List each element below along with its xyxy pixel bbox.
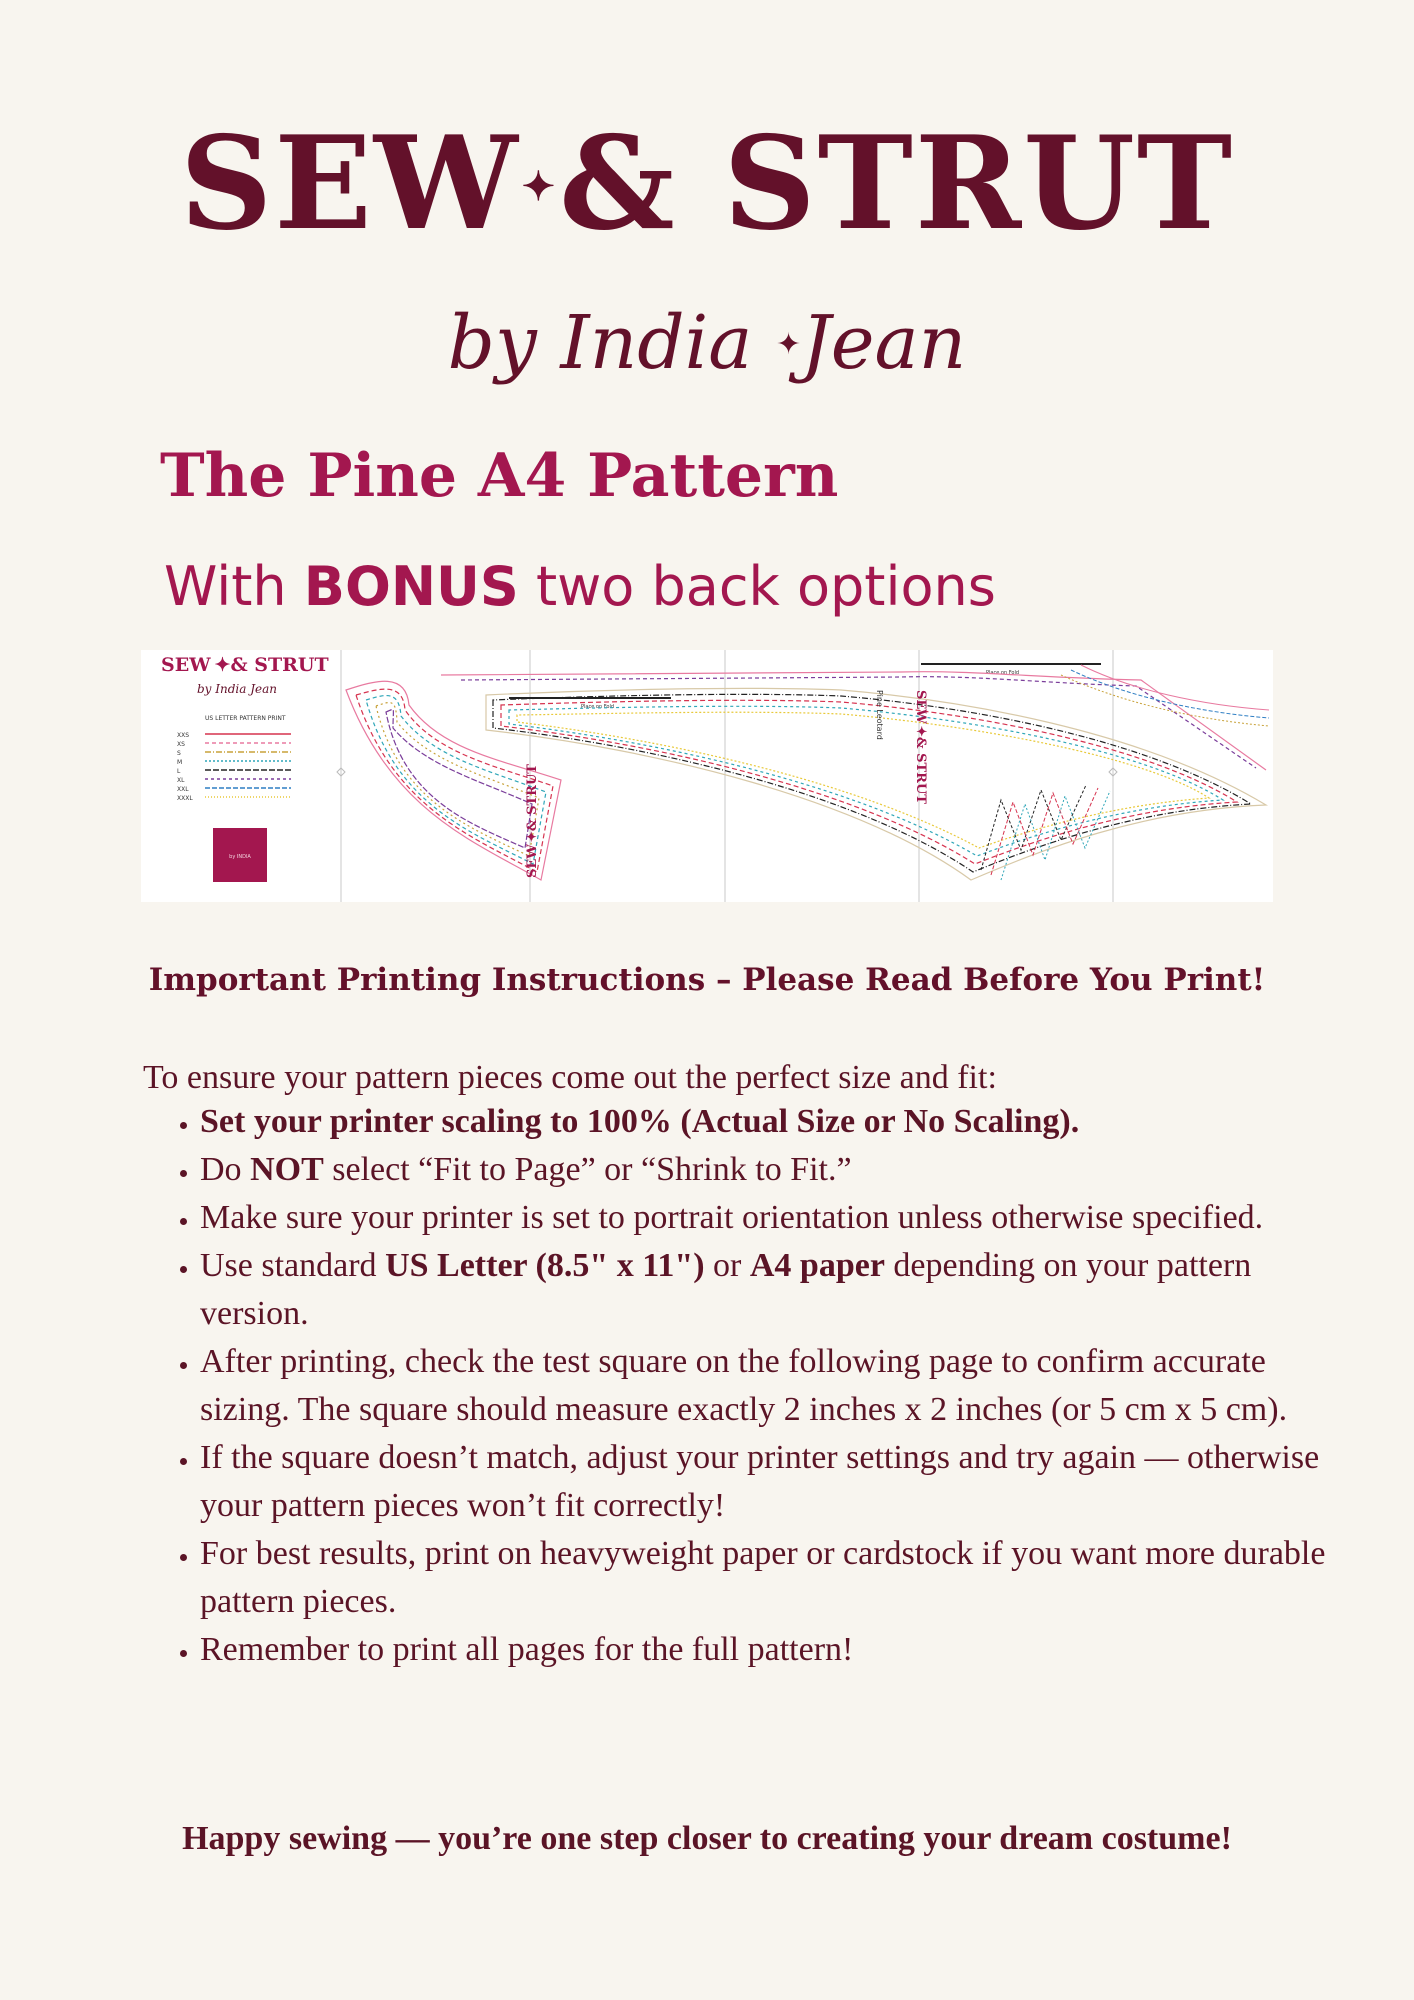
list-item: • Use standard US Letter (8.5" x 11") or A4 paper depending on your pattern version. <box>200 1242 1340 1338</box>
list-item <box>200 1194 1340 1242</box>
byline-name: Jean <box>801 300 967 386</box>
pattern-piece-back <box>981 665 1269 880</box>
pattern-preview-graphic <box>141 650 1273 902</box>
size-label: XL <box>177 777 185 784</box>
list-item <box>200 1338 1340 1434</box>
brand-byline <box>0 300 1414 386</box>
instructions-list <box>143 1098 1340 1674</box>
size-label: M <box>177 759 183 766</box>
size-label: XS <box>177 741 185 748</box>
closing-message: Happy sewing — you’re one step closer to creating your dream costume! <box>182 1820 1232 1857</box>
instruction-paper: For best results, print on heavyweight paper or cardstock if you want more durable pattern pieces. <box>200 1535 1326 1620</box>
preview-byline: by India Jean <box>197 682 278 696</box>
subtitle-bonus: BONUS <box>303 555 519 618</box>
preview-box-label: by INDIA <box>229 854 251 860</box>
preview-rotated-brand-2: SEW✦& STRUT <box>913 690 928 804</box>
preview-fold-label-2: Place on Fold <box>986 670 1020 676</box>
brand-logo <box>0 109 1414 259</box>
instruction-a4: A4 paper <box>749 1247 885 1284</box>
size-label: XXL <box>177 786 189 793</box>
preview-piece-name: Pine Leotard <box>875 690 884 740</box>
list-item <box>200 1530 1340 1626</box>
pattern-piece-main <box>441 672 1266 880</box>
list-item: • Do NOT select “Fit to Page” or “Shrink to Fit.” <box>200 1146 1340 1194</box>
preview-rotated-brand: SEW✦& STRUT <box>525 764 540 878</box>
instruction-test-square: After printing, check the test square on the following page to confirm accurate sizing. The square should measure exactly 2 inches x 2 inches (or 5 cm x 5 cm). <box>200 1343 1288 1428</box>
instruction-orientation: Make sure your printer is set to portrait orientation unless otherwise specified. <box>200 1199 1264 1236</box>
sparkle-icon: ✦ <box>521 163 558 210</box>
instruction-adjust: If the square doesn’t match, adjust your printer settings and try again — otherwise your pattern pieces won’t fit correctly! <box>200 1439 1320 1524</box>
list-item <box>200 1434 1340 1530</box>
instructions-intro: To ensure your pattern pieces come out the perfect size and fit: <box>143 1059 997 1096</box>
pattern-preview <box>141 650 1273 902</box>
preview-brand: SEW ✦& STRUT <box>161 654 329 676</box>
instruction-us-letter: US Letter (8.5" x 11") <box>385 1247 705 1284</box>
pattern-title: The Pine A4 Pattern <box>160 441 839 511</box>
instructions-heading: Important Printing Instructions – Please Read Before You Print! <box>148 962 1266 998</box>
size-label: XXXL <box>177 795 193 802</box>
subtitle-pre: With <box>164 555 304 618</box>
subtitle <box>164 555 996 618</box>
instruction-all-pages: Remember to print all pages for the full pattern! <box>200 1631 854 1668</box>
size-label: L <box>177 768 181 775</box>
instruction-not: NOT <box>250 1151 324 1188</box>
list-item <box>200 1626 1340 1674</box>
size-legend <box>177 732 291 802</box>
preview-print-label: US LETTER PATTERN PRINT <box>205 715 286 722</box>
subtitle-post: two back options <box>518 555 996 618</box>
brand-word-strut: & STRUT <box>559 109 1235 259</box>
preview-fold-label: Place on Fold <box>581 704 615 710</box>
size-label: XXS <box>177 732 190 739</box>
instruction-scaling: Set your printer scaling to 100% (Actual Size or No Scaling). <box>200 1103 1080 1140</box>
list-item <box>200 1098 1340 1146</box>
byline-text: by India <box>447 300 753 386</box>
brand-word-sew: SEW <box>179 109 520 259</box>
size-label: S <box>177 750 181 757</box>
sparkle-icon: ✦ <box>775 327 802 362</box>
